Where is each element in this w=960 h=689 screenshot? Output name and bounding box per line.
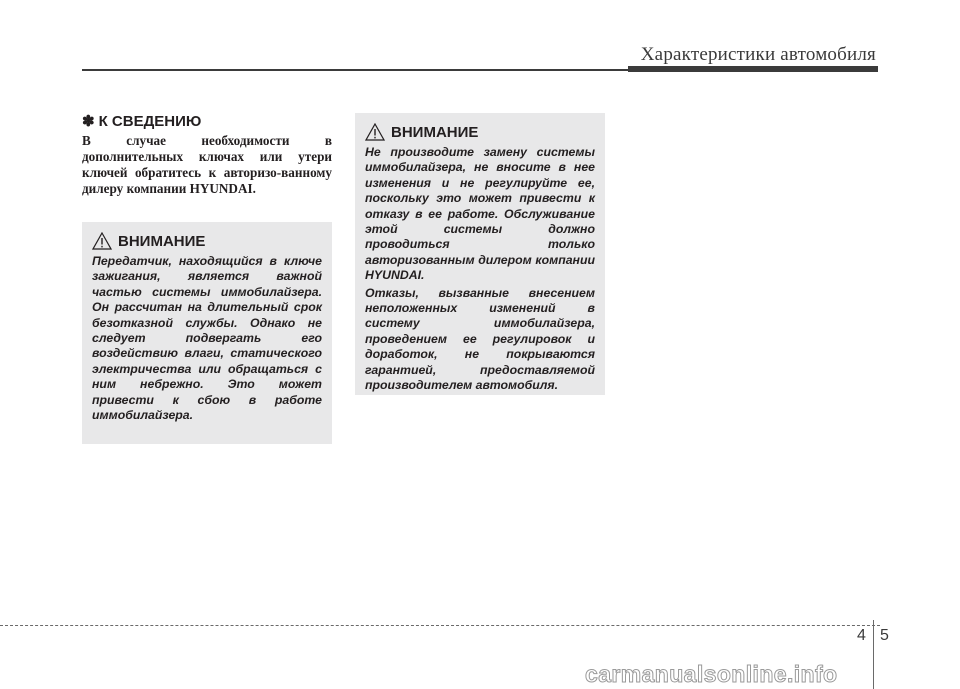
asterisk-icon: ✽ <box>82 113 95 130</box>
warning-paragraph: Не производите замену системы иммобилайзера, не вносите в нее изменения и не регулируйте ее, поскольку это может привести к отказу в ее работе. Обслуживание этой системы должно проводиться только авторизованным дилером компании HYUNDAI. <box>365 145 595 283</box>
page-number-divider <box>873 620 874 689</box>
section-title: Характеристики автомобиля <box>640 44 876 65</box>
footer-rule <box>0 625 880 626</box>
warning-paragraph: Отказы, вызванные внесением неположенных изменений в систему иммобилайзера, проведением ее регулировок и доработок, не покрываются гарантией, предоставляемой производителем автомобиля. <box>365 285 595 393</box>
page-number: 5 <box>880 627 889 644</box>
warning-box-transponder <box>82 222 332 444</box>
warning-heading-text: ВНИМАНИЕ <box>118 232 206 250</box>
note-heading-text: К СВЕДЕНИЮ <box>98 113 202 130</box>
warning-box-immobilizer <box>355 113 605 395</box>
note-heading <box>82 112 332 130</box>
chapter-number: 4 <box>857 627 866 644</box>
info-note <box>82 112 332 197</box>
header-rule-thin <box>82 69 630 71</box>
note-body: В случае необходимости в дополнительных ключах или утери ключей обратитесь к авторизо-ванному дилеру компании HYUNDAI. <box>82 133 332 196</box>
header-rule-thick <box>628 66 878 72</box>
watermark: carmanualsonline.info <box>585 661 838 687</box>
warning-heading <box>365 123 595 141</box>
warning-heading <box>92 232 322 250</box>
warning-triangle-icon <box>92 232 112 250</box>
warning-triangle-icon <box>365 123 385 141</box>
warning-paragraph: Передатчик, находящийся в ключе зажигания, является важной частью системы иммобилайзера. Он рассчитан на длительный срок безотказной службы. Однако не следует подвергать его воздействию влаги, статического электричества или обращаться с ним небрежно. Это может привести к сбою в работе иммобилайзера. <box>92 254 322 423</box>
warning-heading-text: ВНИМАНИЕ <box>391 123 479 141</box>
